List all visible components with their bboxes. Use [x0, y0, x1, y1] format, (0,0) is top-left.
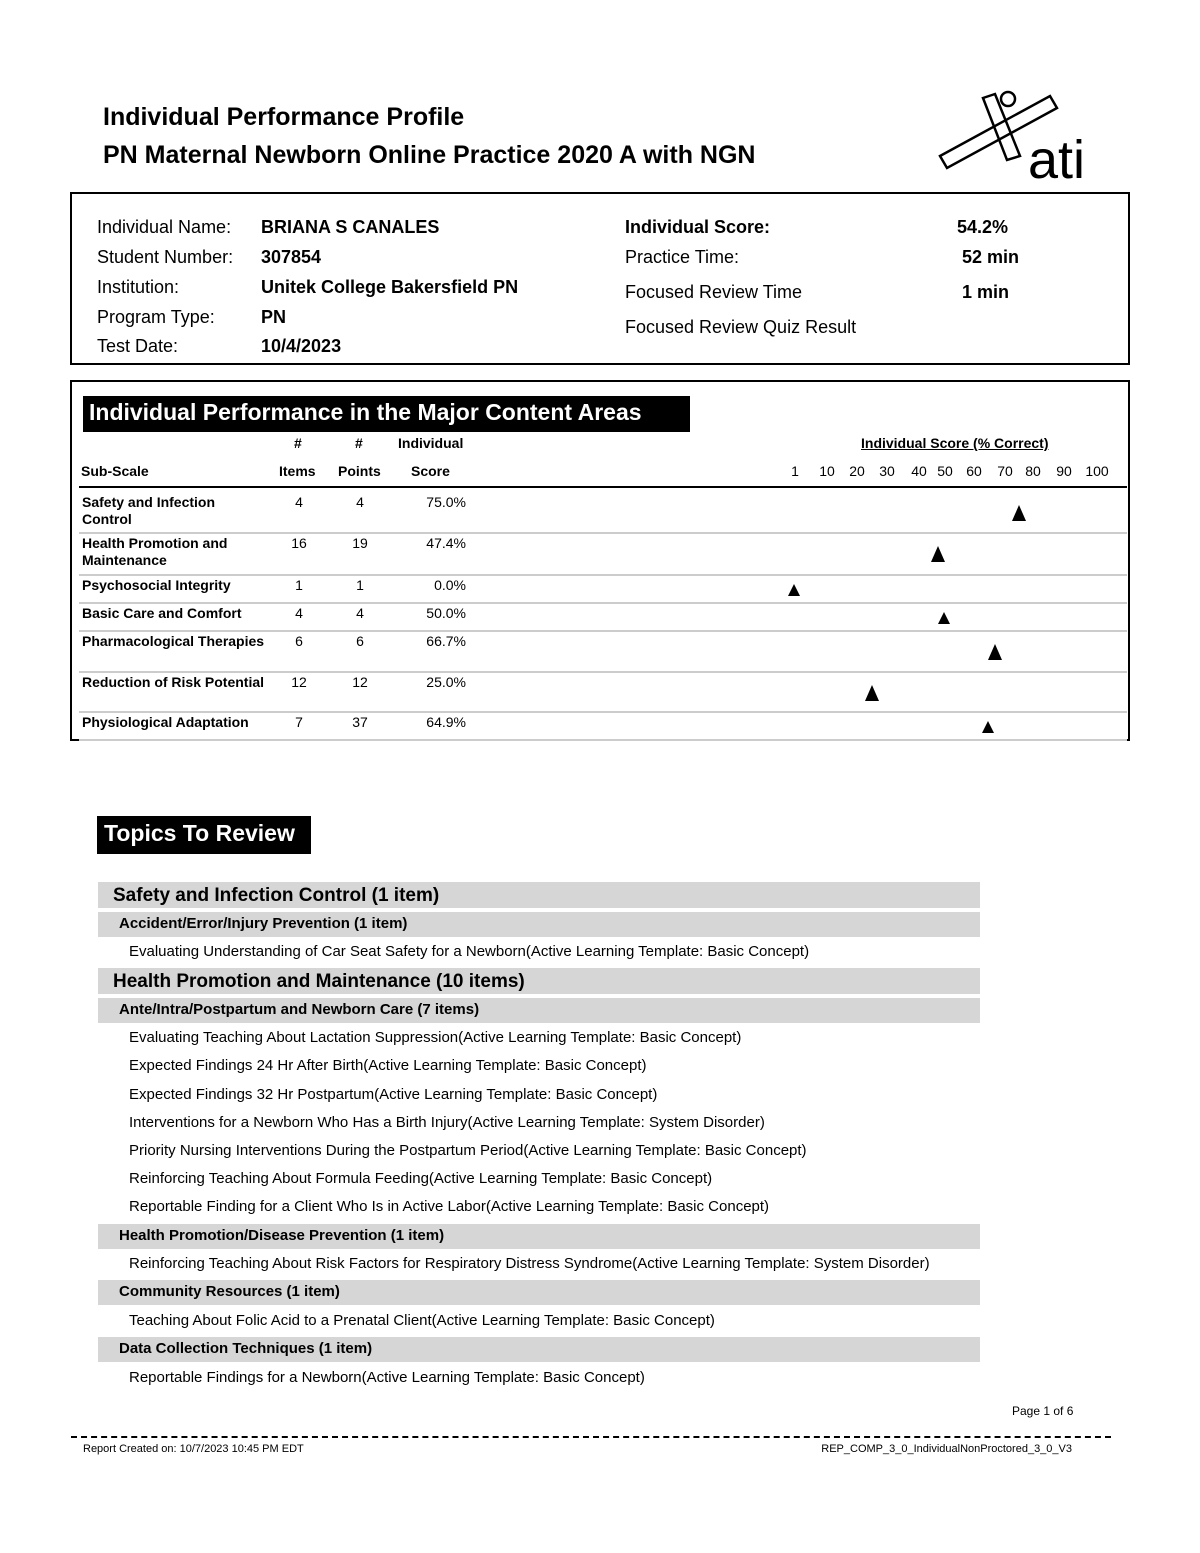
scale-tick: 100	[1085, 463, 1109, 479]
individual-heading: Individual	[398, 435, 464, 451]
topic-subcategory: Data Collection Techniques (1 item)	[98, 1337, 980, 1362]
scale-tick: 20	[849, 463, 865, 479]
topic-subcategory: Health Promotion/Disease Prevention (1 item)	[98, 1224, 980, 1249]
scale-tick: 50	[937, 463, 953, 479]
individual-score: 54.2%	[957, 217, 1009, 237]
topic-item: Evaluating Understanding of Car Seat Safety for a Newborn(Active Learning Template: Basic Concept)	[129, 943, 810, 960]
practice-time: 52 min	[962, 247, 1020, 267]
subscale-row	[79, 534, 1127, 576]
focused-review-time: 1 min	[962, 282, 1010, 302]
subscale-score: 66.7%	[426, 633, 466, 649]
subscale-name: Psychosocial Integrity	[82, 577, 231, 593]
subscale-score: 0.0%	[434, 577, 466, 593]
report-title: Individual Performance Profile	[103, 103, 465, 131]
subscale-points: 6	[356, 633, 364, 649]
topic-subcategory: Accident/Error/Injury Prevention (1 item)	[98, 912, 980, 937]
scale-tick: 30	[879, 463, 895, 479]
topic-item: Reinforcing Teaching About Formula Feeding(Active Learning Template: Basic Concept)	[129, 1170, 713, 1188]
points-heading: Points	[338, 463, 381, 479]
score-heading: Score	[411, 463, 450, 479]
performance-header: Individual Performance in the Major Content Areas	[83, 396, 690, 432]
subscale-name: Safety and Infection Control	[82, 494, 216, 527]
topic-item: Reportable Findings for a Newborn(Active Learning Template: Basic Concept)	[129, 1368, 645, 1386]
topic-item: Reportable Finding for a Client Who Is in Active Labor(Active Learning Template: Basic Concept)	[129, 1198, 770, 1216]
focused-label: Focused Review Time	[625, 282, 803, 302]
practice-label: Practice Time:	[625, 247, 740, 267]
subscale-heading: Sub-Scale	[81, 463, 149, 479]
date-label: Test Date:	[97, 336, 179, 356]
score-marker	[931, 546, 945, 562]
logo-text: ati	[1028, 130, 1086, 186]
student-number: 307854	[261, 247, 322, 267]
points-hash: #	[355, 435, 363, 451]
scale-tick: 70	[997, 463, 1013, 479]
scale-tick: 80	[1025, 463, 1041, 479]
scale-tick: 40	[911, 463, 927, 479]
subscale-points: 37	[352, 714, 368, 730]
logo-head	[1001, 92, 1015, 106]
subscale-items: 1	[295, 577, 303, 593]
subscale-row	[79, 604, 1127, 632]
institution-label: Institution:	[97, 277, 180, 297]
topic-category: Health Promotion and Maintenance (10 items)	[98, 968, 980, 994]
score-marker	[1012, 505, 1026, 521]
topic-item: Expected Findings 24 Hr After Birth(Active Learning Template: Basic Concept)	[129, 1057, 647, 1075]
number-label: Student Number:	[97, 247, 234, 267]
subscale-items: 16	[291, 535, 307, 551]
subscale-row	[79, 673, 1127, 713]
subscale-row	[79, 493, 1127, 534]
topic-item: Teaching About Folic Acid to a Prenatal Client(Active Learning Template: Basic Concept)	[129, 1311, 715, 1329]
student-name: BRIANA S CANALES	[261, 217, 440, 237]
subscale-items: 12	[291, 674, 307, 690]
topic-item: Expected Findings 32 Hr Postpartum(Active Learning Template: Basic Concept)	[129, 1085, 658, 1103]
subscale-points: 12	[352, 674, 368, 690]
scale-tick: 1	[791, 463, 799, 479]
subscale-items: 7	[295, 714, 303, 730]
test-title: PN Maternal Newborn Online Practice 2020 A with NGN	[103, 141, 756, 169]
score-marker	[988, 644, 1002, 660]
header-rule	[79, 486, 1127, 488]
name-label: Individual Name:	[97, 217, 232, 237]
subscale-points: 19	[352, 535, 368, 551]
subscale-score: 75.0%	[426, 494, 466, 510]
subscale-items: 4	[295, 494, 303, 510]
score-marker	[938, 612, 950, 624]
footer-divider	[71, 1436, 1111, 1438]
scale-title: Individual Score (% Correct)	[861, 435, 1049, 451]
score-marker	[865, 685, 879, 701]
topic-item: Reinforcing Teaching About Risk Factors for Respiratory Distress Syndrome(Active Learning Template: System Disorder)	[129, 1255, 930, 1273]
topic-subcategory: Community Resources (1 item)	[98, 1280, 980, 1305]
page-number: Page 1 of 6	[1012, 1404, 1074, 1418]
subscale-score: 47.4%	[426, 535, 466, 551]
subscale-name: Pharmacological Therapies	[82, 633, 265, 649]
score-marker	[788, 584, 800, 596]
institution: Unitek College Bakersfield PN	[261, 277, 519, 297]
subscale-items: 6	[295, 633, 303, 649]
subscale-score: 50.0%	[426, 605, 466, 621]
performance-box	[70, 380, 1130, 741]
quiz-label: Focused Review Quiz Result	[625, 317, 857, 337]
student-info-box	[70, 192, 1130, 365]
topic-item: Evaluating Teaching About Lactation Suppression(Active Learning Template: Basic Concept)	[129, 1029, 742, 1047]
topic-category: Safety and Infection Control (1 item)	[98, 882, 980, 908]
topic-item: Interventions for a Newborn Who Has a Birth Injury(Active Learning Template: System Disorder)	[129, 1113, 765, 1131]
subscale-items: 4	[295, 605, 303, 621]
test-date: 10/4/2023	[261, 336, 342, 356]
report-created: Report Created on: 10/7/2023 10:45 PM EDT	[83, 1443, 304, 1455]
subscale-row	[79, 576, 1127, 604]
subscale-points: 4	[356, 605, 364, 621]
program-type: PN	[261, 307, 287, 327]
subscale-name: Basic Care and Comfort	[82, 605, 242, 621]
items-hash: #	[294, 435, 302, 451]
subscale-name: Physiological Adaptation	[82, 714, 249, 730]
topic-item: Priority Nursing Interventions During the Postpartum Period(Active Learning Template: Basic Concept)	[129, 1142, 807, 1159]
score-label: Individual Score:	[625, 217, 771, 237]
scale-tick: 90	[1056, 463, 1072, 479]
subscale-name: Health Promotion and Maintenance	[82, 535, 228, 568]
scale-tick: 60	[966, 463, 982, 479]
report-code: REP_COMP_3_0_IndividualNonProctored_3_0_V3	[821, 1443, 1072, 1455]
subscale-points: 4	[356, 494, 364, 510]
subscale-score: 64.9%	[426, 714, 466, 730]
topic-subcategory: Ante/Intra/Postpartum and Newborn Care (7 items)	[98, 998, 980, 1023]
topics-header: Topics To Review	[97, 816, 311, 854]
program-label: Program Type:	[97, 307, 215, 327]
scale-tick: 10	[819, 463, 835, 479]
subscale-score: 25.0%	[426, 674, 466, 690]
subscale-row	[79, 632, 1127, 673]
subscale-row	[79, 713, 1127, 741]
items-heading: Items	[279, 463, 316, 479]
ati-logo	[935, 86, 1110, 186]
score-marker	[982, 721, 994, 733]
subscale-name: Reduction of Risk Potential	[82, 674, 265, 690]
subscale-points: 1	[356, 577, 364, 593]
